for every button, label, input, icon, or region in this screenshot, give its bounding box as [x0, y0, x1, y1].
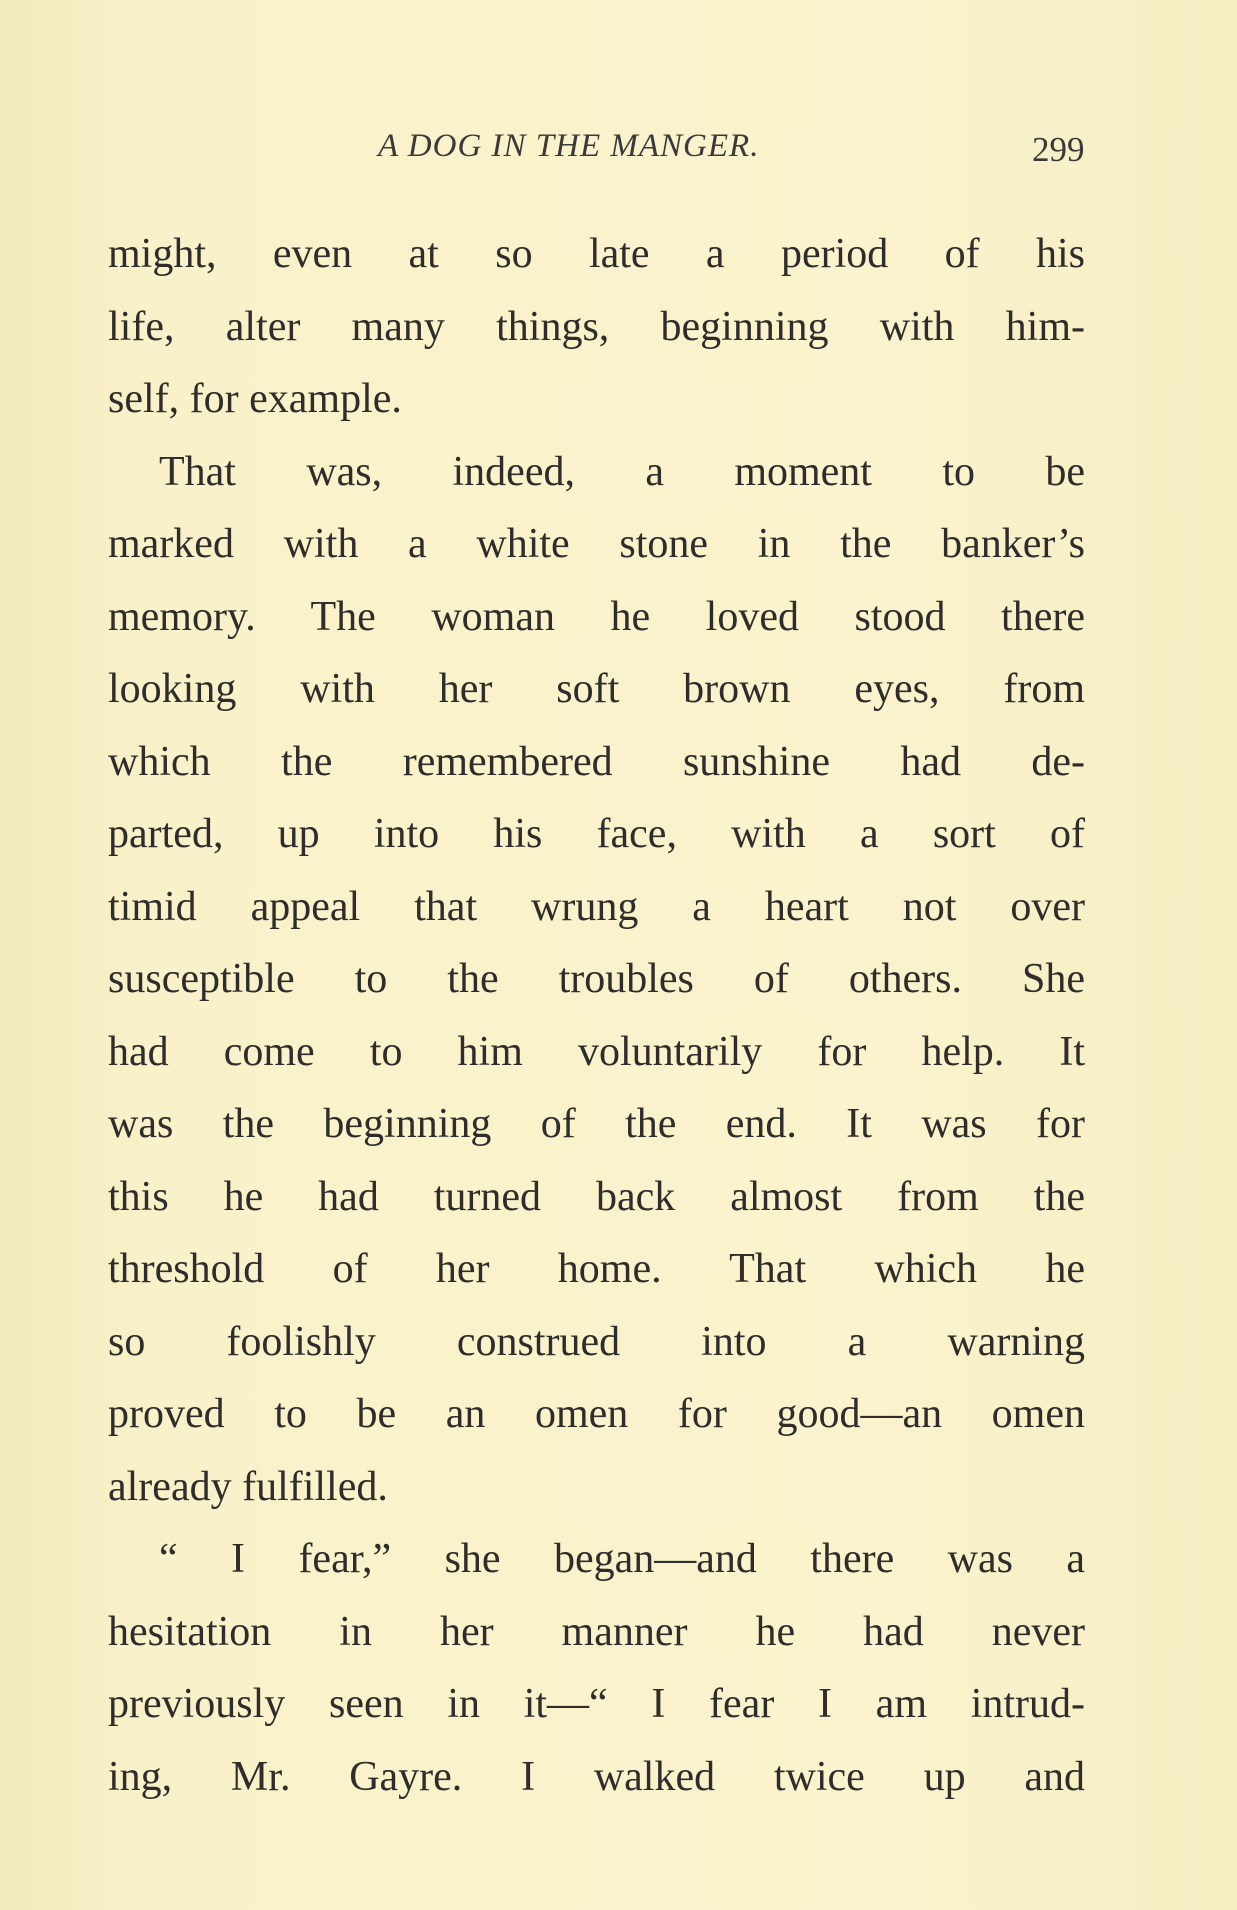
text-line: so foolishly construed into a warning — [108, 1318, 1085, 1365]
text-line: timid appeal that wrung a heart not over — [108, 883, 1085, 930]
text-line: proved to be an omen for good—an omen — [108, 1391, 1085, 1437]
text-line: which the remembered sunshine had de- — [108, 738, 1085, 785]
text-line: memory. The woman he loved stood there — [108, 593, 1085, 640]
text-line: previously seen in it—“ I fear I am intrud- — [108, 1681, 1085, 1727]
text-line: “ I fear,” she began—and there was a — [159, 1536, 1085, 1582]
running-title: A DOG IN THE MANGER. — [378, 128, 760, 164]
text-line: this he had turned back almost from the — [108, 1173, 1085, 1220]
text-line: parted, up into his face, with a sort of — [108, 811, 1085, 857]
text-line: hesitation in her manner he had never — [108, 1608, 1085, 1655]
text-line: That was, indeed, a moment to be — [159, 448, 1085, 495]
text-line: susceptible to the troubles of others. She — [108, 956, 1085, 1002]
page-number: 299 — [1032, 130, 1085, 169]
body-text — [108, 218, 1085, 1813]
text-line: might, even at so late a period of his — [108, 231, 1085, 277]
text-line: had come to him voluntarily for help. It — [108, 1028, 1085, 1075]
text-line: marked with a white stone in the banker’s — [108, 521, 1085, 567]
text-line: ing, Mr. Gayre. I walked twice up and — [108, 1753, 1085, 1800]
text-line: looking with her soft brown eyes, from — [108, 666, 1085, 712]
running-head — [0, 128, 1237, 188]
text-line: was the beginning of the end. It was for — [108, 1101, 1085, 1147]
text-line: already fulfilled. — [108, 1463, 388, 1510]
text-line: life, alter many things, beginning with him- — [108, 303, 1085, 350]
text-line: threshold of her home. That which he — [108, 1246, 1085, 1292]
text-line: self, for example. — [108, 376, 402, 422]
